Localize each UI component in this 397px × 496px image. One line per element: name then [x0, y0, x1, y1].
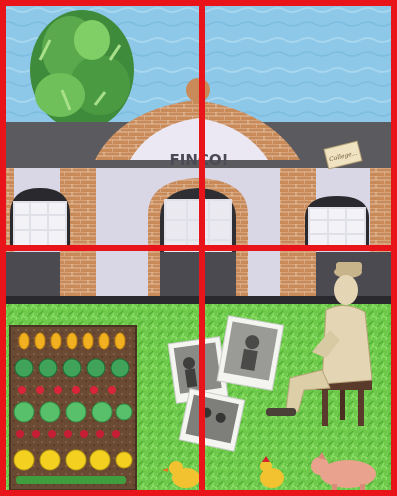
- wall-note-text: College...: [328, 149, 359, 164]
- vegetable-plot: [10, 326, 136, 490]
- tree: [30, 10, 134, 130]
- building-sign: FINCO!: [169, 151, 229, 169]
